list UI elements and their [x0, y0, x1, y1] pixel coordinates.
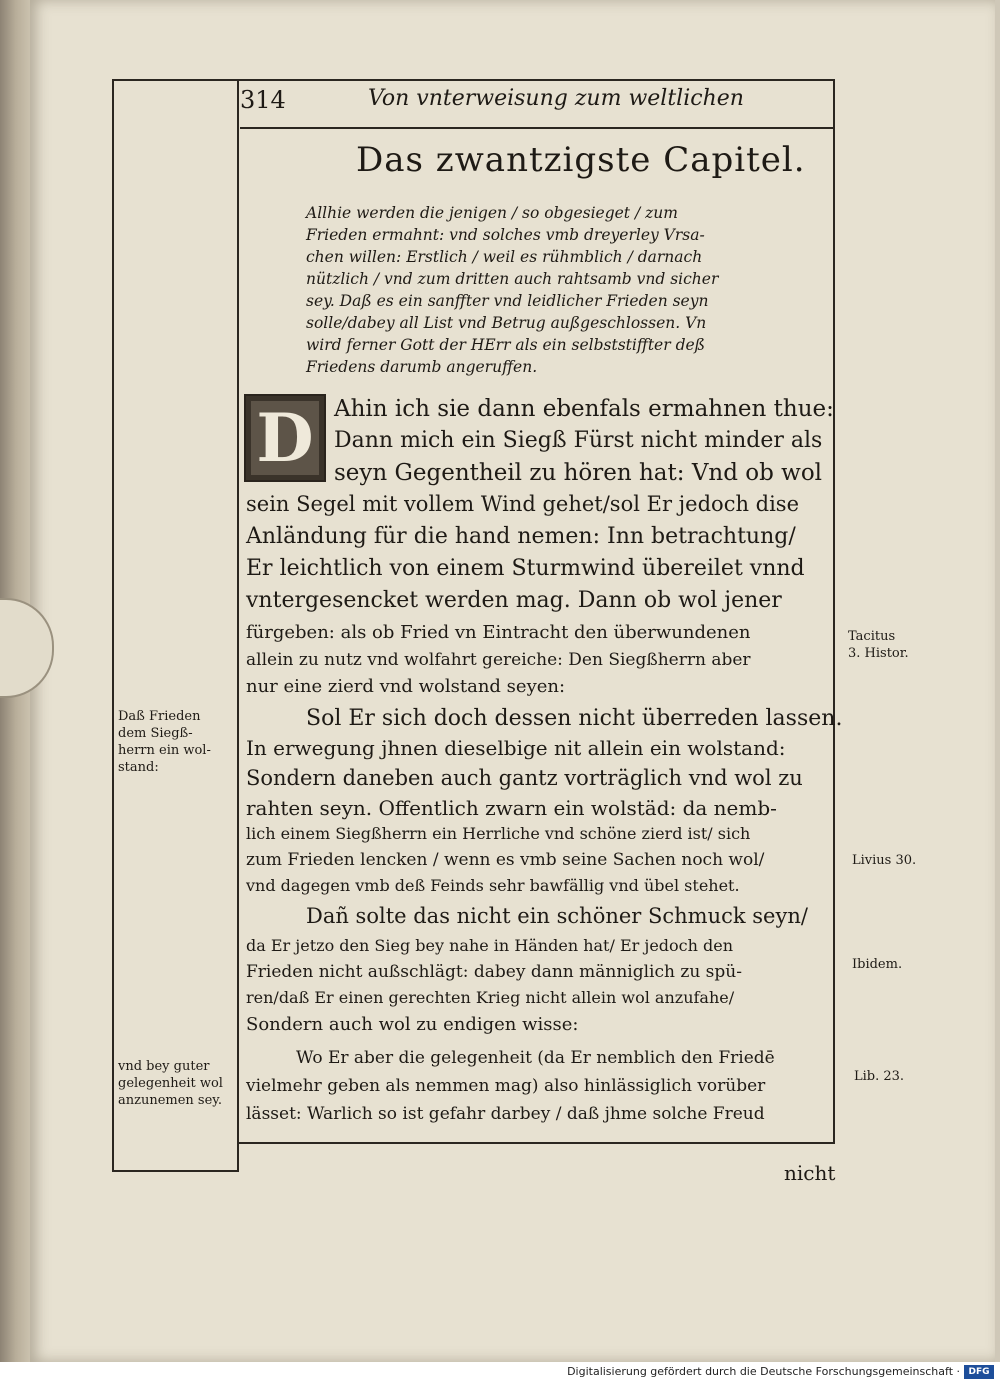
- margin-note-right: Livius 30.: [852, 853, 917, 868]
- body-line: Frieden nicht außschlägt: dabey dann männiglich zu spü-: [246, 962, 742, 982]
- body-line: da Er jetzo den Sieg bey nahe in Händen hat/ Er jedoch den: [246, 936, 734, 955]
- footer-bar: [0, 1362, 1000, 1383]
- margin-note-right: Ibidem.: [852, 957, 903, 972]
- dfg-logo: DFG: [964, 1365, 994, 1379]
- body-line: nur eine zierd vnd wolstand seyen:: [246, 676, 566, 697]
- frame-left-rule: [112, 79, 114, 1172]
- body-line: Dañ solte das nicht ein schöner Schmuck seyn/: [306, 904, 808, 928]
- body-line: rahten seyn. Offentlich zwarn ein wolstäd: da nemb-: [246, 796, 777, 820]
- frame-bottom-left-rule: [112, 1170, 239, 1172]
- summary-line: sey. Daß es ein sanffter vnd leidlicher Frieden seyn: [306, 292, 709, 310]
- body-line: vielmehr geben als nemmen mag) also hinlässiglich vorüber: [246, 1076, 766, 1096]
- decorated-initial: D: [244, 394, 326, 482]
- summary-line: Frieden ermahnt: vnd solches vmb dreyerley Vrsa-: [306, 226, 705, 244]
- body-line: Sondern auch wol zu endigen wisse:: [246, 1014, 579, 1035]
- body-line: lich einem Siegßherrn ein Herrliche vnd schöne zierd ist/ sich: [246, 824, 751, 843]
- body-line: seyn Gegentheil zu hören hat: Vnd ob wol: [334, 460, 823, 486]
- body-line: Dann mich ein Siegß Fürst nicht minder als: [334, 428, 823, 453]
- body-line: Wo Er aber die gelegenheit (da Er nemblich den Friedē: [296, 1048, 775, 1068]
- summary-line: solle/dabey all List vnd Betrug außgeschlossen. Vn: [306, 314, 707, 332]
- body-line: Er leichtlich von einem Sturmwind übereilet vnnd: [246, 556, 805, 581]
- body-line: fürgeben: als ob Fried vn Eintracht den überwundenen: [246, 622, 751, 643]
- body-line: Ahin ich sie dann ebenfals ermahnen thue:: [334, 396, 834, 422]
- frame-bottom-rule: [237, 1142, 835, 1144]
- frame-inner-left-rule: [237, 79, 239, 1172]
- summary-line: nützlich / vnd zum dritten auch rahtsamb vnd sicher: [306, 270, 719, 288]
- margin-note-right: Lib. 23.: [854, 1069, 905, 1084]
- summary-line: Allhie werden die jenigen / so obgesieget / zum: [306, 204, 678, 222]
- summary-line: chen willen: Erstlich / weil es rühmblich / darnach: [306, 248, 703, 266]
- page-number: 314: [240, 86, 286, 114]
- frame-top-rule: [112, 79, 834, 81]
- body-line: vnd dagegen vmb deß Feinds sehr bawfällig vnd übel stehet.: [246, 876, 740, 895]
- header-under-rule: [240, 127, 834, 129]
- body-line: Sondern daneben auch gantz vorträglich vnd wol zu: [246, 766, 803, 790]
- body-line: allein zu nutz vnd wolfahrt gereiche: Den Siegßherrn aber: [246, 650, 751, 670]
- summary-line: Friedens darumb angeruffen.: [306, 358, 538, 376]
- body-line: sein Segel mit vollem Wind gehet/sol Er jedoch dise: [246, 492, 800, 516]
- body-line: In erwegung jhnen dieselbige nit allein ein wolstand:: [246, 736, 786, 760]
- body-line: Anländung für die hand nemen: Inn betrachtung/: [246, 524, 796, 549]
- body-line: ren/daß Er einen gerechten Krieg nicht allein wol anzufahe/: [246, 988, 735, 1007]
- body-line: vntergesencket werden mag. Dann ob wol jener: [246, 588, 782, 613]
- body-line: lässet: Warlich so ist gefahr darbey / daß jhme solche Freud: [246, 1104, 765, 1124]
- summary-line: wird ferner Gott der HErr als ein selbststiffter deß: [306, 336, 706, 354]
- margin-note-left: vnd bey guter gelegenheit wol anzunemen sey.: [118, 1059, 223, 1108]
- frame-inner-right-rule: [833, 79, 835, 1144]
- body-line: zum Frieden lencken / wenn es vmb seine Sachen noch wol/: [246, 850, 765, 870]
- running-head: Von vnterweisung zum weltlichen: [368, 86, 744, 111]
- funding-credit: Digitalisierung gefördert durch die Deutsche Forschungsgemeinschaft ·: [567, 1365, 960, 1378]
- margin-note-right: Tacitus 3. Histor.: [848, 629, 909, 661]
- body-line: Sol Er sich doch dessen nicht überreden lassen.: [306, 706, 843, 731]
- margin-note-left: Daß Frieden dem Siegß- herrn ein wol- stand:: [118, 709, 211, 775]
- chapter-title: Das zwantzigste Capitel.: [356, 140, 806, 180]
- catchword: nicht: [784, 1161, 836, 1185]
